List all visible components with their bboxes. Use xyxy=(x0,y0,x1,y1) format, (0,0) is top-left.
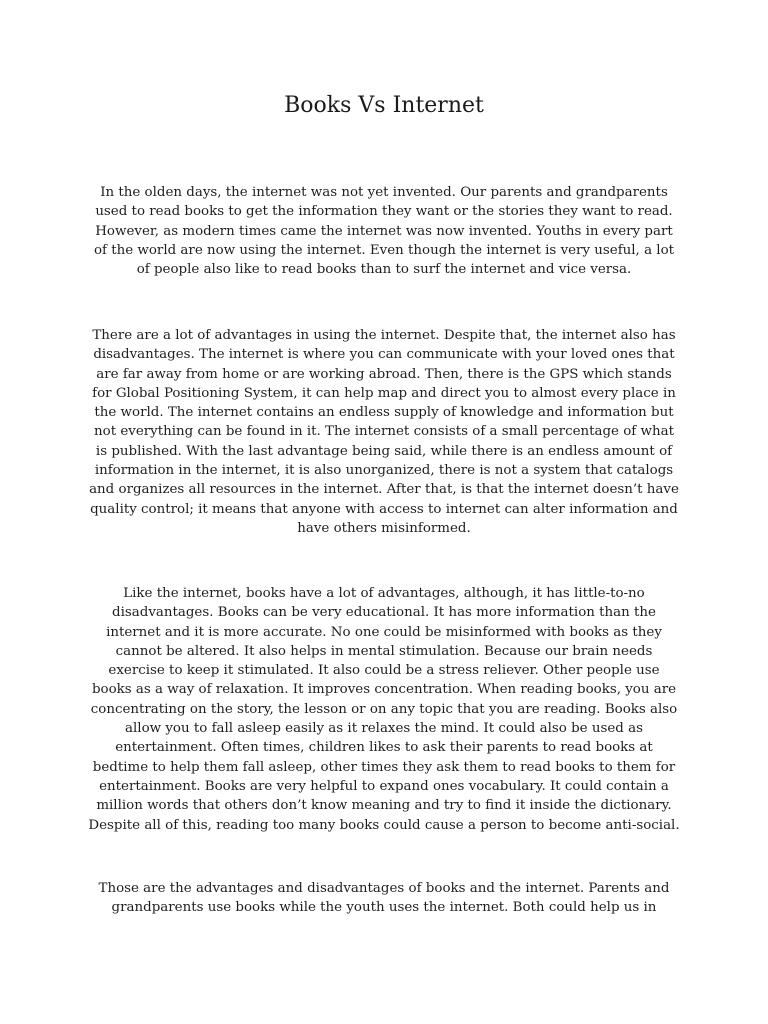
document-title: Books Vs Internet xyxy=(284,93,484,118)
paragraph-conclusion: Those are the advantages and disadvantages of books and the internet. Parents and grandparents use books while the youth uses the internet. Both could help us in xyxy=(98,881,670,916)
paragraph-intro: In the olden days, the internet was not yet invented. Our parents and grandparents used to read books to get the information they want or the stories they want to read. However, as modern times came the internet was now invented. Youths in every part of the world are now using the internet. Even though the internet is very useful, a lot of people also like to read books than to surf the internet and vice versa. xyxy=(93,185,675,278)
paragraph-internet: There are a lot of advantages in using the internet. Despite that, the internet also has disadvantages. The internet is where you can communicate with your loved ones that are far away from home or are working abroad. Then, there is the GPS which stands for Global Positioning System, it can help map and direct you to almost every place in the world. The internet contains an endless supply of knowledge and information but not everything can be found in it. The internet consists of a small percentage of what is published. With the last advantage being said, while there is an endless amount of information in the internet, it is also unorganized, there is not a system that catalogs and organizes all resources in the internet. After that, is that the internet doesn’t have quality control; it means that anyone with access to internet can alter information and have others misinformed. xyxy=(89,328,679,536)
paragraph-books: Like the internet, books have a lot of advantages, although, it has little-to-no disadvantages. Books can be very educational. It has more information than the internet and it is more accurate. No one could be misinformed with books as they cannot be altered. It also helps in mental stimulation. Because our brain needs exercise to keep it stimulated. It also could be a stress reliever. Other people use books as a way of relaxation. It improves concentration. When reading books, you are concentrating on the story, the lesson or on any topic that you are reading. Books also allow you to fall asleep easily as it relaxes the mind. It could also be used as entertainment. Often times, children likes to ask their parents to read books at bedtime to help them fall asleep, other times they ask them to read books to them for entertainment. Books are very helpful to expand ones vocabulary. It could contain a million words that others don’t know meaning and try to find it inside the dictionary. Despite all of this, reading too many books could cause a person to become anti-social. xyxy=(88,586,680,833)
